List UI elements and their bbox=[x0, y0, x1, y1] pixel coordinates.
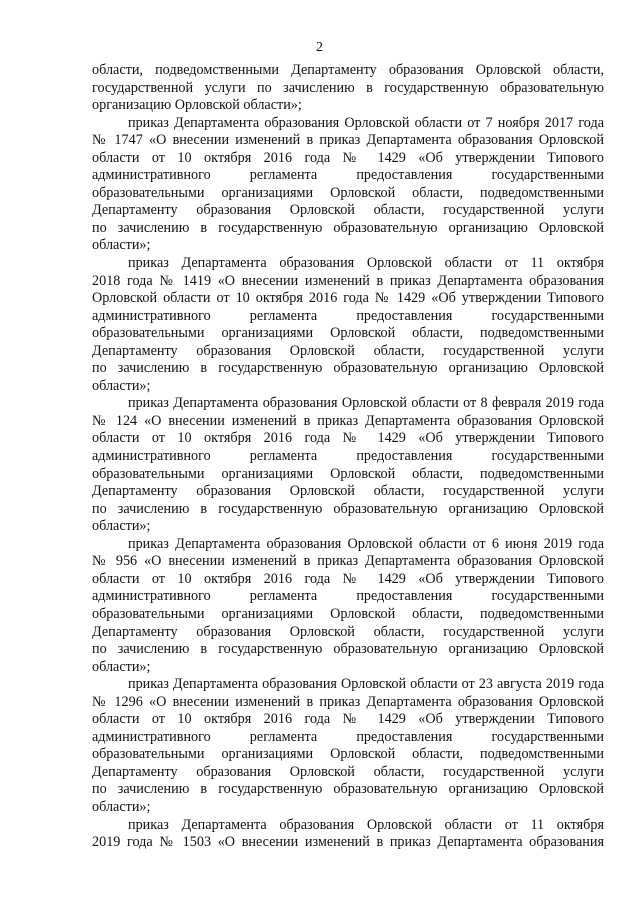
text-line: административного регламента предоставления государственными bbox=[92, 448, 604, 465]
document-body bbox=[92, 62, 604, 852]
text-line: по зачислению в государственную образовательную организацию Орловской bbox=[92, 781, 604, 798]
text-line: приказ Департамента образования Орловской области от 6 июня 2019 года bbox=[128, 535, 604, 552]
text-line: № 124 «О внесении изменений в приказ Департамента образования Орловской bbox=[92, 412, 604, 429]
text-line: приказ Департамента образования Орловской области от 23 августа 2019 года bbox=[128, 676, 604, 693]
text-line: Департаменту образования Орловской области, государственной услуги bbox=[92, 342, 604, 359]
text-line: области»; bbox=[92, 658, 151, 675]
text-line: Департаменту образования Орловской области, государственной услуги bbox=[92, 483, 604, 500]
text-line: по зачислению в государственную образовательную организацию Орловской bbox=[92, 641, 604, 658]
text-line: области от 10 октября 2016 года № 1429 «Об утверждении Типового bbox=[92, 430, 604, 447]
text-line: государственной услуги по зачислению в государственную образовательную bbox=[92, 79, 604, 96]
text-line: Орловской области от 10 октября 2016 года № 1429 «Об утверждении Типового bbox=[92, 290, 604, 307]
paragraph bbox=[92, 676, 604, 816]
text-line: области, подведомственными Департаменту образования Орловской области, bbox=[92, 62, 604, 78]
text-line: по зачислению в государственную образовательную организацию Орловской bbox=[92, 500, 604, 517]
text-line: образовательными организациями Орловской области, подведомственными bbox=[92, 605, 604, 622]
text-line: организацию Орловской области»; bbox=[92, 97, 302, 114]
text-line: по зачислению в государственную образовательную организацию Орловской bbox=[92, 360, 604, 377]
text-line: 2019 года № 1503 «О внесении изменений в приказ Департамента образования bbox=[92, 834, 604, 851]
paragraph bbox=[92, 536, 604, 676]
text-line: административного регламента предоставления государственными bbox=[92, 307, 604, 324]
text-line: № 1296 «О внесении изменений в приказ Департамента образования Орловской bbox=[92, 693, 604, 710]
text-line: по зачислению в государственную образовательную организацию Орловской bbox=[92, 219, 604, 236]
text-line: образовательными организациями Орловской области, подведомственными bbox=[92, 325, 604, 342]
text-line: административного регламента предоставления государственными bbox=[92, 728, 604, 745]
text-line: образовательными организациями Орловской области, подведомственными bbox=[92, 746, 604, 763]
text-line: области»; bbox=[92, 377, 151, 394]
text-line: приказ Департамента образования Орловской области от 8 февраля 2019 года bbox=[128, 395, 604, 412]
text-line: 2018 года № 1419 «О внесении изменений в приказ Департамента образования bbox=[92, 272, 604, 289]
text-line: образовательными организациями Орловской области, подведомственными bbox=[92, 465, 604, 482]
paragraph bbox=[92, 255, 604, 395]
text-line: области»; bbox=[92, 237, 151, 254]
text-line: образовательными организациями Орловской области, подведомственными bbox=[92, 184, 604, 201]
text-line: области»; bbox=[92, 518, 151, 535]
paragraph bbox=[92, 395, 604, 535]
text-line: № 956 «О внесении изменений в приказ Департамента образования Орловской bbox=[92, 553, 604, 570]
text-line: приказ Департамента образования Орловской области от 11 октября bbox=[128, 816, 604, 833]
text-line: области»; bbox=[92, 798, 151, 815]
text-line: Департаменту образования Орловской области, государственной услуги bbox=[92, 202, 604, 219]
text-line: административного регламента предоставления государственными bbox=[92, 588, 604, 605]
text-line: административного регламента предоставления государственными bbox=[92, 167, 604, 184]
paragraph bbox=[92, 817, 604, 852]
text-line: Департаменту образования Орловской области, государственной услуги bbox=[92, 763, 604, 780]
paragraph bbox=[92, 62, 604, 115]
paragraph bbox=[92, 115, 604, 255]
text-line: области от 10 октября 2016 года № 1429 «Об утверждении Типового bbox=[92, 149, 604, 166]
text-line: приказ Департамента образования Орловской области от 11 октября bbox=[128, 255, 604, 272]
text-line: Департаменту образования Орловской области, государственной услуги bbox=[92, 623, 604, 640]
text-line: приказ Департамента образования Орловской области от 7 ноября 2017 года bbox=[128, 114, 604, 131]
text-line: № 1747 «О внесении изменений в приказ Департамента образования Орловской bbox=[92, 132, 604, 149]
text-line: области от 10 октября 2016 года № 1429 «Об утверждении Типового bbox=[92, 570, 604, 587]
text-line: области от 10 октября 2016 года № 1429 «Об утверждении Типового bbox=[92, 711, 604, 728]
page-number: 2 bbox=[316, 40, 323, 55]
